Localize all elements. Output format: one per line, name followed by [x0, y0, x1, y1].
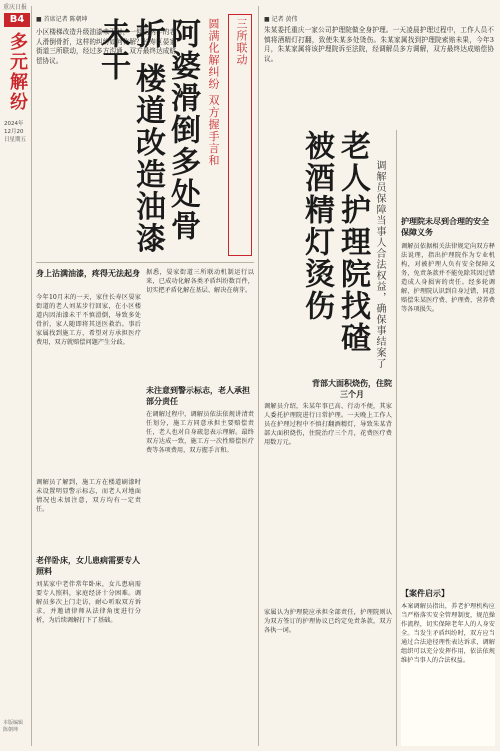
right-body-1b: 家属认为护理院应承担全部责任，护理院则认为双方签订的护理协议已约定免责条款，双方各执一词。: [264, 609, 392, 634]
right-body-2: 调解员依据相关法律规定向双方释法说理，指出护理院作为专业机构，对被护理人负有安全保障义务，免责条款并不能免除其因过错造成人身损害的责任。经多轮调解，护理院认识到自身过错，同意赔偿朱某医疗费、护理费、营养费等各项损失。: [401, 243, 495, 313]
right-body-3: 本案调解员指出，养老护理机构应当严格落实安全管理制度，规范操作流程，切实保障老年人的人身安全。当发生矛盾纠纷时，双方应当通过合法途径理性表达诉求，调解组织可以充分发挥作用，依法依规维护当事人的合法权益。: [401, 602, 495, 746]
section-title: 多元解纷: [7, 32, 28, 112]
right-body-1: 调解员介绍，朱某年事已高、行动不便，其家人委托护理院进行日常护理。一天晚上工作人员在护理过程中不慎打翻酒精灯，导致朱某背部大面积烧伤，住院治疗三个月，花费医疗费用数万元。: [264, 403, 392, 446]
editor-credit: 本版编辑 陈朝坤: [3, 720, 24, 733]
right-kicker: 调解员保障当事人合法权益，确保事结案了: [374, 160, 385, 369]
right-subhead-3: 【案件启示】: [401, 588, 449, 598]
right-subhead-1: 背部大面积烧伤，住院三个月: [312, 378, 392, 399]
left-kicker: 三所联动: [235, 18, 248, 66]
issue-date: 2024年12月20日星期五: [4, 121, 27, 143]
left-body-2-cont: 据悉，晏家街道三所联动机制运行以来，已成功化解各类矛盾纠纷数百件，切实把矛盾化解在基层、解决在萌芽。: [146, 269, 254, 294]
left-body-1b: 调解员了解到，施工方在楼道刷漆时未设置明显警示标志，而老人对地面情况也未加注意，双方均有一定责任。: [36, 479, 141, 513]
left-headline: 阿婆滑倒多处骨折 楼道改造油漆未干: [95, 18, 200, 255]
right-lead: 朱某委托重庆一家公司护理院做全身护理。一天凌晨护理过程中，工作人员不慎将酒精灯打翻，致使朱某多处烫伤。朱某家属找到护理院索赔未果，今年3月，朱某家属将该护理院诉至法院，经调解员多方调解，双方最终达成赔偿协议。: [264, 26, 494, 63]
left-subhead-1: 身上沾满油漆，疼得无法起身: [36, 268, 140, 278]
left-body-3: 在调解过程中，调解员依法依规讲清责任划分，施工方同意承担主要赔偿责任，老人也对自身疏忽表示理解。最终双方达成一致，施工方一次性赔偿医疗费等各项费用，双方握手言和。: [146, 411, 254, 454]
left-body-2: 刘某家中老伴常年卧床，女儿患病需要专人照料，家庭经济十分困难。调解员多次上门走访，耐心听取双方诉求，并邀请律师从法律角度进行分析，为后续调解打下了基础。: [36, 581, 141, 624]
right-byline: ■ 记者 黄伟: [264, 16, 298, 23]
left-body-1: 今年10月末的一天，家住长寿区晏家街道的老人刘某步行回家，在小区楼道内因油漆未干不慎滑倒，导致多处骨折，家人随即将其送医救治。事后家属找到施工方，希望对方承担医疗费用，双方就赔偿问题产生分歧。: [36, 294, 141, 346]
paper-name: 重庆日报: [3, 4, 28, 11]
right-subhead-2: 护理院未尽到合理的安全保障义务: [401, 216, 489, 237]
left-kicker2: 圆满化解纠纷 双方握手言和: [207, 18, 220, 167]
left-subhead-3: 未注意到警示标志，老人承担部分责任: [146, 385, 250, 406]
left-subhead-2: 老伴卧床，女儿患病需要专人照料: [36, 555, 140, 576]
left-byline: ■ 首席记者 陈朝坤: [36, 16, 88, 23]
left-kicker-box: [228, 14, 252, 256]
left-lead: 小区楼梯改造升级油漆未干时，一伸出两手的老人滑倒骨折，这样的纠纷如何化解？长寿区晏家街道三所联动，经过多方沟通，双方最终达成赔偿协议。: [36, 28, 176, 65]
page-number: B4: [4, 13, 30, 27]
right-headline: 老人护理院找碴 被酒精灯烫伤: [299, 130, 370, 354]
